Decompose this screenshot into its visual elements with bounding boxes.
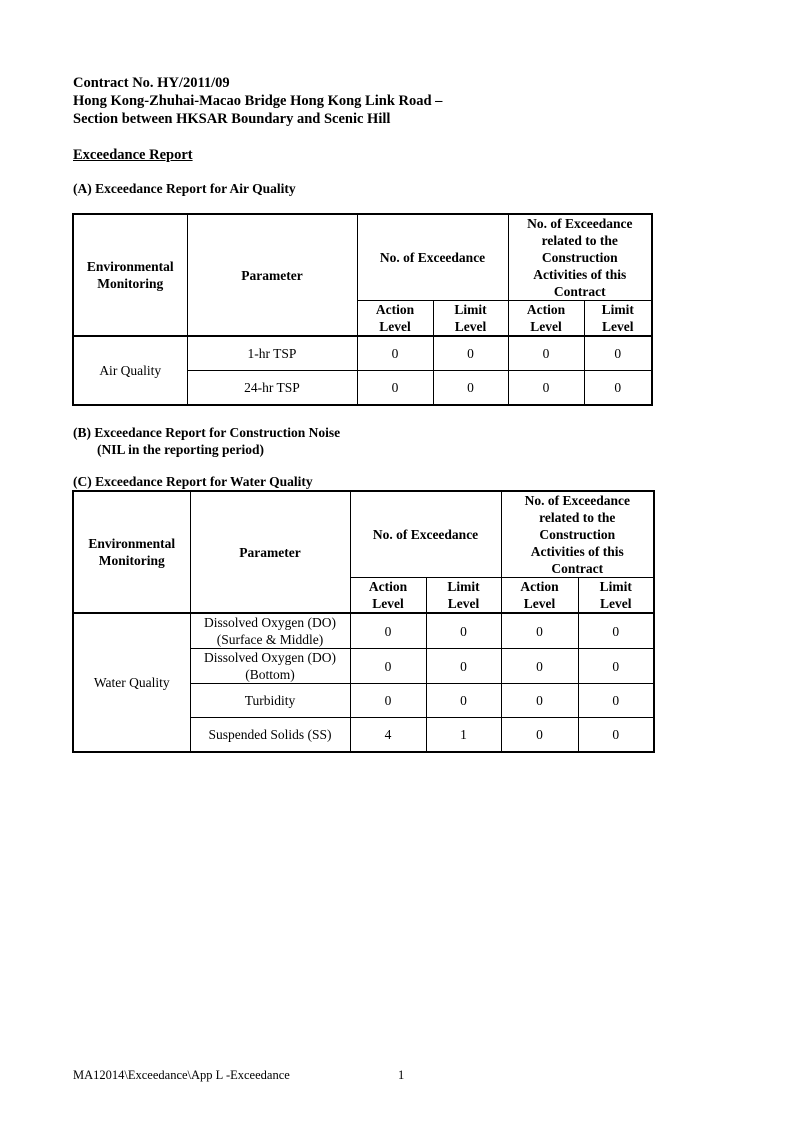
exceedance-value: 4: [350, 718, 426, 753]
action-level-header: [501, 578, 578, 614]
monitoring-category: Water Quality: [73, 613, 190, 752]
contract-exceedance-header-line: related to the: [541, 233, 618, 248]
parameter-cell: [190, 718, 350, 753]
contract-exceedance-header-line: Activities of this: [533, 267, 627, 282]
exceedance-value: 0: [584, 371, 652, 406]
action-level-header-line: Action: [520, 579, 559, 594]
action-level-header: [350, 578, 426, 614]
project-section: Section between HKSAR Boundary and Scenic Hill: [73, 111, 391, 127]
action-level-header: [357, 301, 433, 337]
noise-section: [73, 424, 340, 458]
exceedance-value: 0: [578, 684, 654, 718]
limit-level-header-line: Limit: [447, 579, 480, 594]
limit-level-header-line: Level: [602, 319, 634, 334]
air-quality-table: [72, 213, 653, 406]
exceedance-value: 0: [578, 649, 654, 684]
env-monitoring-header-line: Monitoring: [98, 553, 165, 568]
exceedance-value: 0: [350, 613, 426, 649]
exceedance-value: 0: [357, 336, 433, 371]
noise-heading: (B) Exceedance Report for Construction Noise: [73, 425, 341, 440]
contract-exceedance-header: [508, 214, 652, 301]
exceedance-value: 0: [357, 371, 433, 406]
limit-level-header: [433, 301, 508, 337]
water-quality-table: [72, 490, 655, 753]
exceedance-value: 0: [508, 371, 584, 406]
env-monitoring-header: [73, 491, 190, 613]
parameter-cell-line: Suspended Solids (SS): [208, 727, 332, 742]
exceedance-value: 1: [426, 718, 501, 753]
header-row: [73, 214, 652, 301]
air-quality-heading: (A) Exceedance Report for Air Quality: [73, 181, 296, 196]
monitoring-category: Air Quality: [73, 336, 187, 405]
limit-level-header: [426, 578, 501, 614]
noise-note: (NIL in the reporting period): [97, 442, 265, 457]
exceedance-value: 0: [426, 649, 501, 684]
limit-level-header-line: Level: [454, 319, 487, 334]
contract-exceedance-header-line: related to the: [539, 510, 616, 525]
page-number: 1: [398, 1068, 405, 1082]
exceedance-value: 0: [501, 649, 578, 684]
action-level-header-line: Level: [530, 319, 562, 334]
contract-exceedance-header-line: Construction: [541, 250, 618, 265]
parameter-cell-line: 24-hr TSP: [244, 380, 300, 395]
footer-file-path: MA12014\Exceedance\App L -Exceedance: [73, 1068, 290, 1082]
parameter-cell-line: (Bottom): [245, 667, 295, 682]
parameter-header: Parameter: [187, 214, 357, 336]
exceedance-value: 0: [350, 684, 426, 718]
no-of-exceedance-header: No. of Exceedance: [357, 214, 508, 301]
contract-exceedance-header: [501, 491, 654, 578]
exceedance-value: 0: [426, 684, 501, 718]
water-quality-heading: (C) Exceedance Report for Water Quality: [73, 474, 313, 489]
air-table-body: [73, 214, 652, 405]
parameter-cell: [190, 684, 350, 718]
exceedance-value: 0: [501, 684, 578, 718]
contract-exceedance-header-line: Construction: [539, 527, 616, 542]
action-level-header-line: Action: [368, 579, 408, 594]
limit-level-header: [578, 578, 654, 614]
action-level-header: [508, 301, 584, 337]
env-monitoring-header-line: Environmental: [88, 536, 176, 551]
document-header: [73, 74, 442, 128]
parameter-cell-line: 1-hr TSP: [247, 346, 297, 361]
exceedance-value: 0: [508, 336, 584, 371]
exceedance-value: 0: [578, 718, 654, 753]
parameter-cell-line: Dissolved Oxygen (DO): [204, 615, 336, 630]
exceedance-value: 0: [578, 613, 654, 649]
project-title: Hong Kong-Zhuhai-Macao Bridge Hong Kong Link Road –: [73, 93, 443, 109]
action-level-header-line: Level: [372, 596, 404, 611]
contract-exceedance-header-line: Contract: [553, 284, 606, 299]
parameter-header: Parameter: [190, 491, 350, 613]
header-row: [73, 491, 654, 578]
table-row: [73, 336, 652, 371]
action-level-header-line: Level: [379, 319, 411, 334]
water-table-body: [73, 491, 654, 752]
exceedance-value: 0: [584, 336, 652, 371]
exceedance-value: 0: [426, 613, 501, 649]
exceedance-value: 0: [433, 336, 508, 371]
no-of-exceedance-header: No. of Exceedance: [350, 491, 501, 578]
parameter-cell: [190, 649, 350, 684]
action-level-header-line: Action: [375, 302, 415, 317]
limit-level-header-line: Limit: [454, 302, 487, 317]
exceedance-value: 0: [501, 613, 578, 649]
exceedance-value: 0: [501, 718, 578, 753]
parameter-cell: [187, 336, 357, 371]
limit-level-header-line: Level: [447, 596, 480, 611]
contract-exceedance-header-line: Activities of this: [530, 544, 624, 559]
report-title: Exceedance Report: [73, 147, 193, 163]
env-monitoring-header-line: Monitoring: [97, 276, 164, 291]
parameter-cell-line: Dissolved Oxygen (DO): [204, 650, 336, 665]
contract-exceedance-header-line: No. of Exceedance: [524, 493, 630, 508]
exceedance-value: 0: [433, 371, 508, 406]
contract-exceedance-header-line: No. of Exceedance: [527, 216, 633, 231]
limit-level-header-line: Limit: [599, 579, 632, 594]
limit-level-header: [584, 301, 652, 337]
contract-number: Contract No. HY/2011/09: [73, 75, 230, 91]
contract-exceedance-header-line: Contract: [551, 561, 604, 576]
limit-level-header-line: Limit: [601, 302, 634, 317]
limit-level-header-line: Level: [600, 596, 632, 611]
parameter-cell: [190, 613, 350, 649]
table-row: [73, 613, 654, 649]
env-monitoring-header-line: Environmental: [86, 259, 174, 274]
parameter-cell-line: (Surface & Middle): [216, 632, 324, 647]
parameter-cell: [187, 371, 357, 406]
action-level-header-line: Action: [526, 302, 566, 317]
parameter-cell-line: Turbidity: [244, 693, 296, 708]
action-level-header-line: Level: [523, 596, 556, 611]
env-monitoring-header: [73, 214, 187, 336]
exceedance-value: 0: [350, 649, 426, 684]
